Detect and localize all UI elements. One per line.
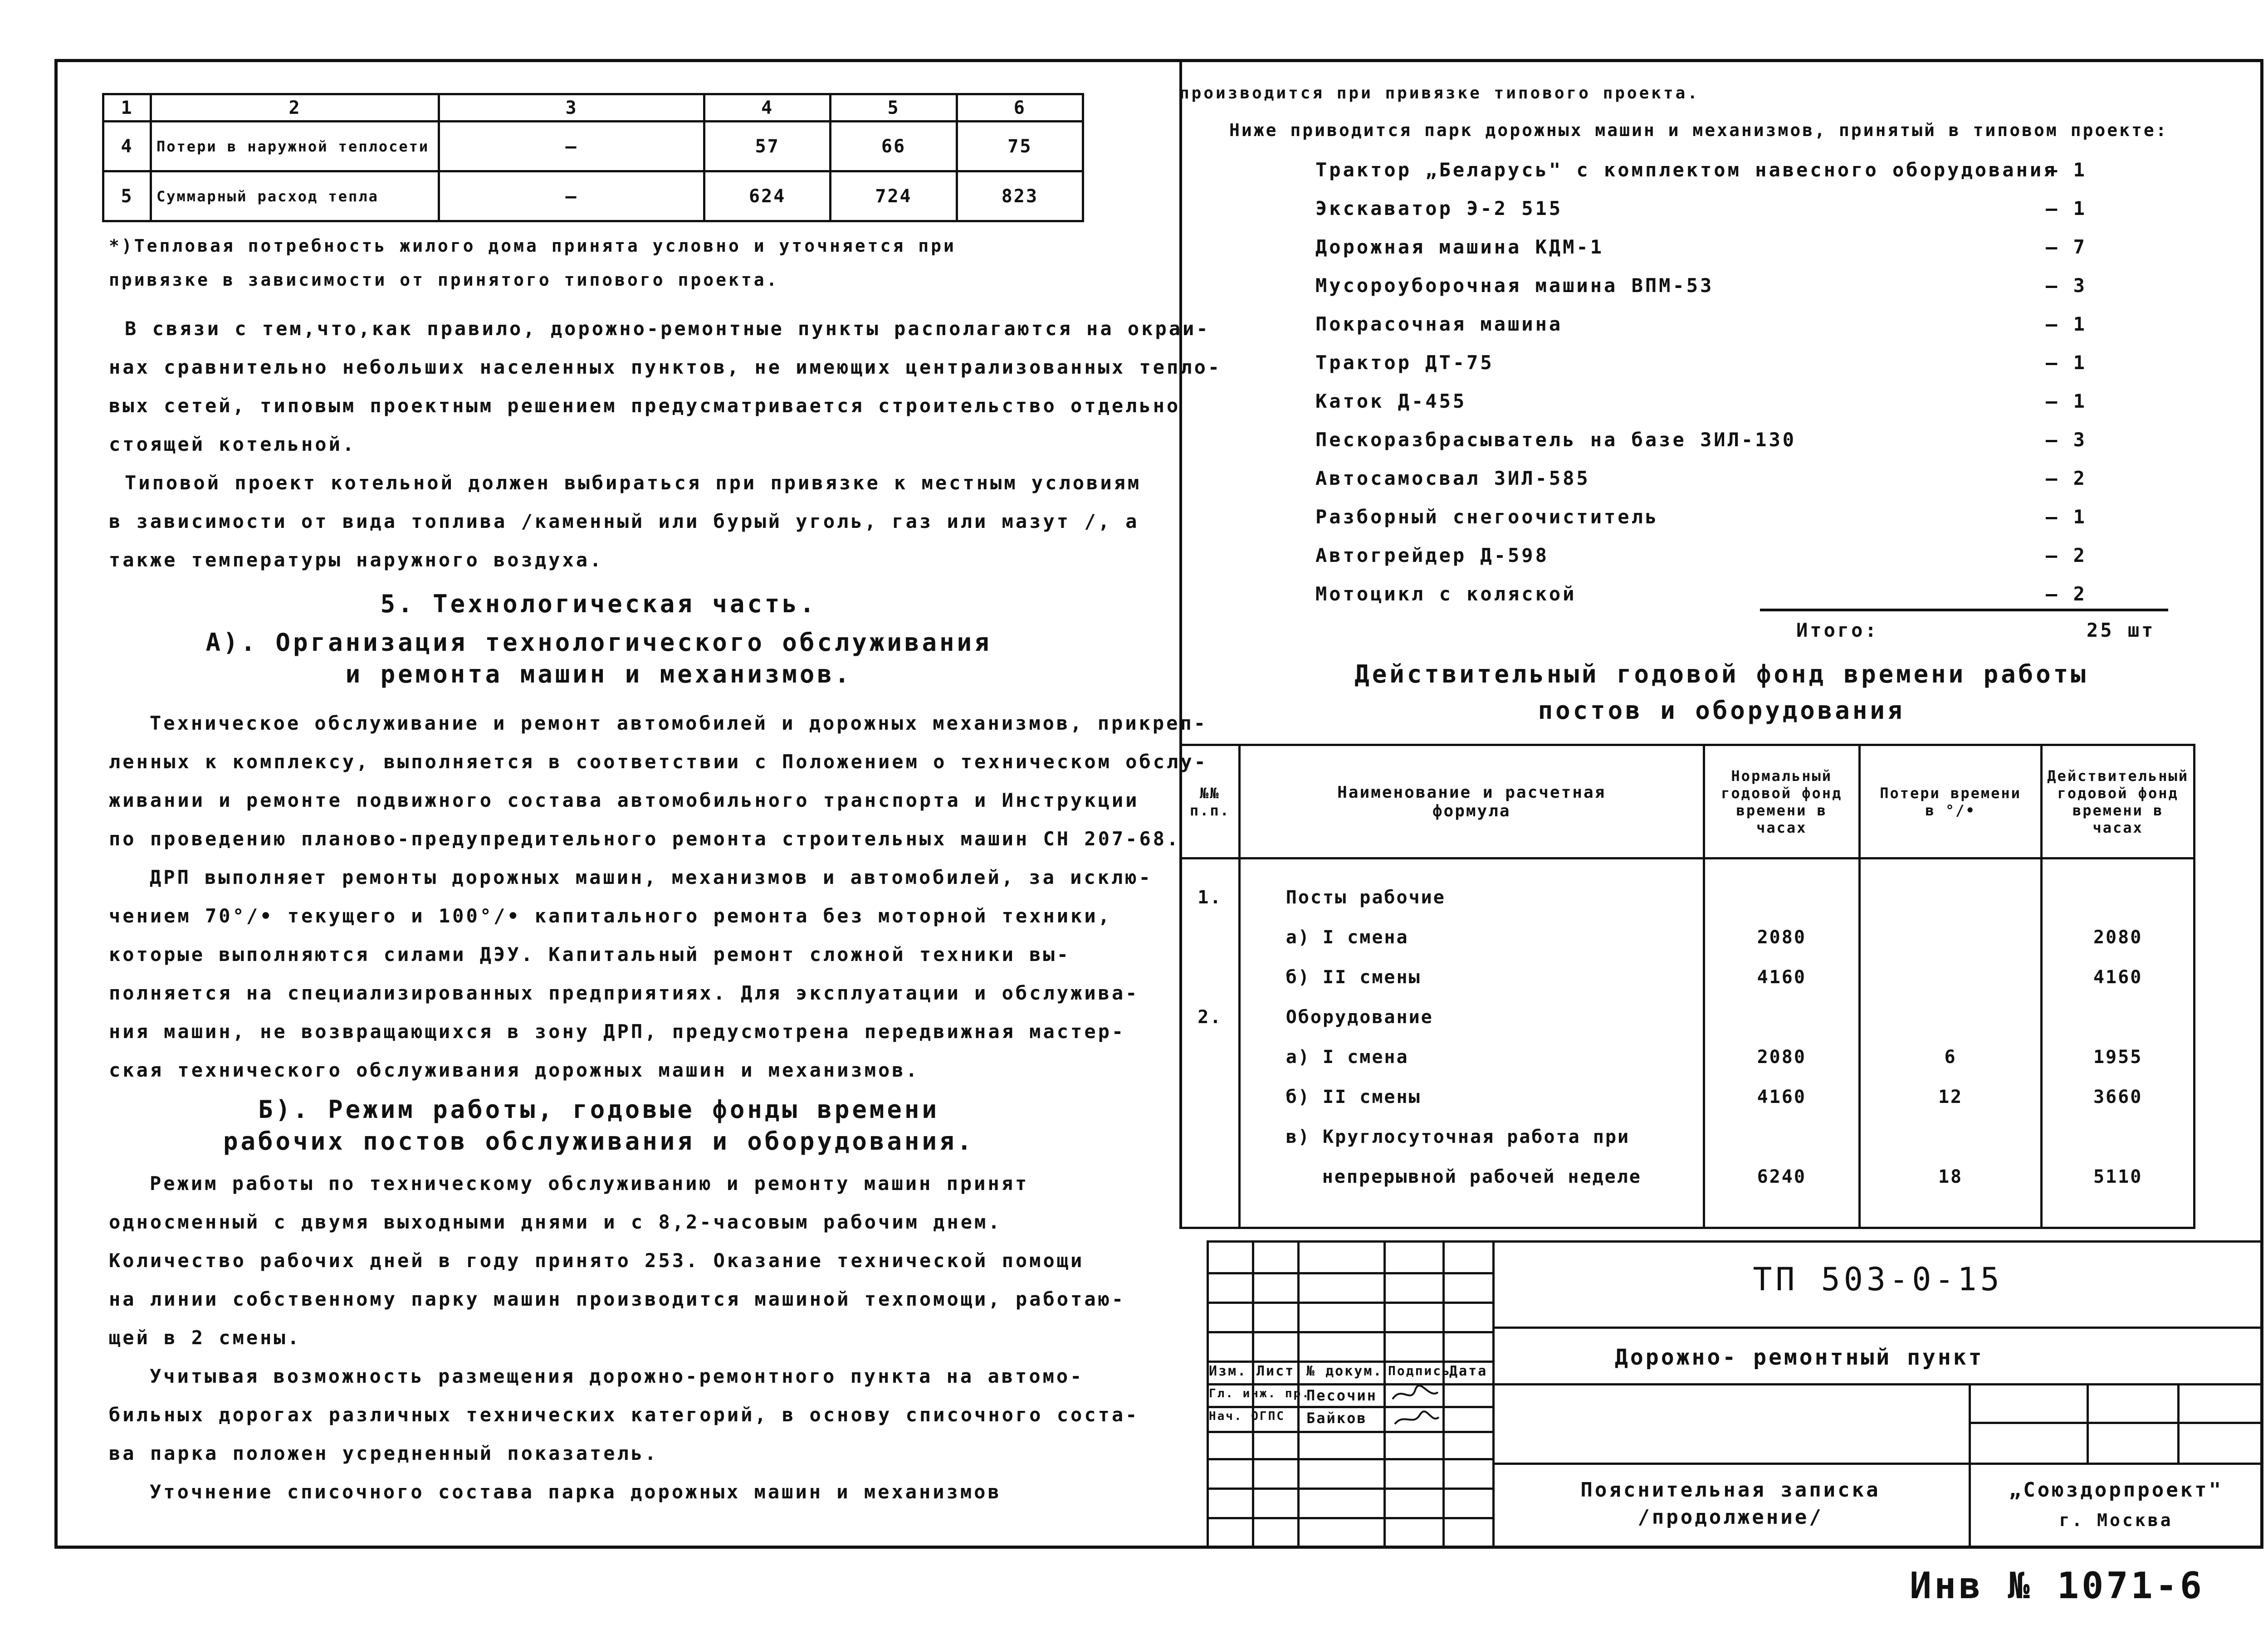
stamp-rule — [1492, 1383, 2263, 1385]
stamp-rule — [1969, 1422, 2263, 1424]
section-title: 5. Технологическая часть. — [380, 590, 817, 618]
machine-name: Мотоцикл с коляской — [1315, 583, 1577, 605]
table-cell: непрерывной рабочей неделе — [1322, 1166, 1642, 1187]
machine-qty: — 2 — [2046, 467, 2087, 489]
inventory-number: Инв № 1071-6 — [1910, 1565, 2204, 1607]
machine-qty: — 1 — [2046, 506, 2087, 528]
paragraph-line: ва парка положен усредненный показатель. — [109, 1442, 659, 1464]
machine-qty: — 3 — [2046, 429, 2087, 451]
heat-table — [102, 93, 1084, 222]
stamp-rule — [1207, 1272, 1492, 1274]
stamp-col-header: № докум. — [1306, 1363, 1383, 1379]
stamp-person: Байков — [1306, 1410, 1367, 1427]
paragraph-line: ская технического обслуживания дорожных машин и механизмов. — [109, 1059, 919, 1081]
stamp-rule — [2087, 1383, 2089, 1463]
heat-table-header: 1 — [103, 94, 151, 122]
table-cell: 724 — [831, 171, 957, 221]
paragraph-line: Режим работы по техническому обслуживанию и ремонту машин принят — [150, 1172, 1029, 1195]
paragraph-line: также температуры наружного воздуха. — [109, 549, 604, 571]
machine-qty: — 2 — [2046, 583, 2087, 605]
fund-table-header: №№ п.п. — [1181, 745, 1240, 858]
heat-table-header: 6 — [957, 94, 1083, 122]
paragraph-line: которые выполняются силами ДЭУ. Капитальный ремонт сложной техники вы- — [109, 943, 1071, 966]
paragraph-line: В связи с тем,что,как правило, дорожно-ремонтные пункты располагаются на окраи- — [125, 317, 1210, 340]
table-cell: — — [439, 122, 704, 171]
machine-name: Трактор ДТ-75 — [1315, 351, 1494, 374]
machine-name: Автогрейдер Д-598 — [1315, 544, 1549, 566]
table-cell: 66 — [831, 122, 957, 171]
table-cell: Посты рабочие — [1286, 887, 1446, 908]
stamp-rule — [1207, 1431, 1492, 1433]
stamp-rule — [1492, 1327, 2263, 1329]
stamp-rule — [1442, 1240, 1445, 1549]
footnote-line: привязке в зависимости от принятого типового проекта. — [109, 270, 779, 290]
doc-title: Пояснительная записка — [1580, 1478, 1881, 1502]
table-cell: 624 — [704, 171, 831, 221]
paragraph-line: ДРП выполняет ремонты дорожных машин, механизмов и автомобилей, за исклю- — [150, 866, 1153, 888]
table-cell: 823 — [957, 171, 1083, 221]
table-cell: 5 — [103, 171, 151, 221]
paragraph-line: Учитывая возможность размещения дорожно-ремонтного пункта на автомо- — [150, 1365, 1084, 1387]
subsection-title: и ремонта машин и механизмов. — [345, 660, 852, 688]
table-cell: — — [439, 171, 704, 221]
fund-table-header: Потери времени в °/• — [1859, 745, 2041, 858]
machine-name: Автосамосвал ЗИЛ-585 — [1315, 467, 1590, 489]
fund-table-header: Нормальный годовой фонд времени в часах — [1704, 745, 1859, 858]
table-cell: 2080 — [1757, 927, 1806, 948]
subsection-title: рабочих постов обслуживания и оборудования. — [223, 1127, 974, 1156]
table-cell: б) II смены — [1286, 1087, 1421, 1107]
stamp-rule — [1207, 1458, 1492, 1460]
paragraph-line: Типовой проект котельной должен выбираться при привязке к местным условиям — [125, 472, 1142, 494]
paragraph-line: на линии собственному парку машин производится машиной техпомощи, работаю- — [109, 1288, 1126, 1310]
machine-qty: — 1 — [2046, 197, 2087, 219]
stamp-col-header: Лист — [1256, 1363, 1295, 1379]
stamp-rule — [1207, 1302, 1492, 1304]
paragraph-line: ленных к комплексу, выполняется в соответствии с Положением о техническом обслу- — [109, 751, 1208, 773]
fund-table — [1179, 744, 2195, 1229]
total-value: 25 шт — [2087, 619, 2156, 641]
fund-table-header: Действительный годовой фонд времени в часах — [2042, 745, 2195, 858]
table-cell: Оборудование — [1286, 1007, 1433, 1028]
paragraph-line: в зависимости от вида топлива /каменный или бурый уголь, газ или мазут /, а — [109, 510, 1139, 532]
fund-table-col-name — [1239, 858, 1704, 1228]
intro-line: Ниже приводится парк дорожных машин и механизмов, принятый в типовом проекте: — [1229, 120, 2168, 140]
table-cell: 6 — [1944, 1047, 1957, 1068]
table-cell: 5110 — [2093, 1166, 2143, 1187]
table-cell: 75 — [957, 122, 1083, 171]
table-cell: 57 — [704, 122, 831, 171]
paragraph-line: стоящей котельной. — [109, 433, 357, 455]
machine-name: Пескоразбрасыватель на базе ЗИЛ-130 — [1315, 429, 1797, 451]
paragraph-line: полняется на специализированных предприятиях. Для эксплуатации и обслужива- — [109, 982, 1139, 1004]
intro-line: производится при привязке типового проекта. — [1179, 84, 1700, 102]
machine-qty: — 2 — [2046, 544, 2087, 566]
table-cell: 1955 — [2093, 1047, 2143, 1068]
table-row — [103, 171, 1083, 221]
fund-title: Действительный годовой фонд времени работы — [1354, 660, 2088, 688]
machine-name: Дорожная машина КДМ-1 — [1315, 236, 1604, 258]
stamp-rule — [1207, 1406, 1492, 1408]
paragraph-line: живании и ремонте подвижного состава автомобильного транспорта и Инструкции — [109, 789, 1139, 811]
fund-table-col-loss — [1859, 858, 2041, 1228]
fund-table-col-normal — [1704, 858, 1859, 1228]
org-city: г. Москва — [2059, 1510, 2173, 1530]
machine-qty: — 1 — [2046, 351, 2087, 374]
table-cell: 6240 — [1757, 1166, 1806, 1187]
stamp-rule — [1207, 1361, 1492, 1363]
table-cell: а) I смена — [1286, 1047, 1409, 1068]
machine-name: Каток Д-455 — [1315, 390, 1467, 412]
table-cell: 4160 — [1757, 967, 1806, 988]
machine-name: Трактор „Беларусь" с комплектом навесного оборудования — [1315, 159, 2058, 181]
table-cell: 4 — [103, 122, 151, 171]
stamp-person: Песочин — [1306, 1387, 1377, 1404]
table-cell: 4160 — [1757, 1087, 1806, 1107]
object-name: Дорожно- ремонтный пункт — [1615, 1345, 1984, 1370]
table-cell: 1. — [1198, 887, 1222, 908]
org-name: „Союздорпроект" — [2009, 1478, 2224, 1502]
total-label: Итого: — [1796, 619, 1879, 641]
stamp-rule — [2177, 1383, 2180, 1463]
paragraph-line: односменный с двумя выходными днями и с 8,2-часовым рабочим днем. — [109, 1211, 1002, 1233]
paragraph-line: Количество рабочих дней в году принято 253. Оказание технической помощи — [109, 1249, 1085, 1272]
machine-qty: — 1 — [2046, 159, 2087, 181]
paragraph-line: нах сравнительно небольших населенных пунктов, не имеющих централизованных тепло- — [109, 356, 1222, 378]
table-row — [103, 122, 1083, 171]
footnote-line: *)Тепловая потребность жилого дома принята условно и уточняется при — [109, 236, 956, 256]
stamp-rule — [1207, 1240, 2263, 1243]
stamp-col-header: Изм. — [1209, 1363, 1247, 1379]
table-cell: б) II смены — [1286, 967, 1421, 988]
paragraph-line: ния машин, не возвращающихся в зону ДРП, предусмотрена передвижная мастер- — [109, 1020, 1126, 1043]
table-cell: в) Круглосуточная работа при — [1286, 1127, 1630, 1147]
machine-name: Экскаватор Э-2 515 — [1315, 197, 1563, 219]
table-cell: 4160 — [2093, 967, 2143, 988]
table-cell: 2080 — [2093, 927, 2143, 948]
fund-title: постов и оборудования — [1538, 696, 1905, 725]
paragraph-line: вых сетей, типовым проектным решением предусматривается строительство отдельно — [109, 395, 1181, 417]
heat-table-header: 2 — [151, 94, 439, 122]
paragraph-line: бильных дорогах различных технических категорий, в основу списочного соста- — [109, 1404, 1139, 1426]
subsection-title: А). Организация технологического обслуживания — [205, 628, 992, 657]
machine-qty: — 1 — [2046, 313, 2087, 335]
machine-qty: — 7 — [2046, 236, 2087, 258]
fund-table-col-num — [1181, 858, 1240, 1228]
fund-table-header: Наименование и расчетная формула — [1239, 745, 1704, 858]
table-cell: 3660 — [2093, 1087, 2143, 1107]
heat-table-header: 4 — [704, 94, 831, 122]
table-cell: 2080 — [1757, 1047, 1806, 1068]
table-cell: Потери в наружной теплосети — [151, 122, 439, 171]
paragraph-line: по проведению планово-предупредительного ремонта строительных машин СН 207-68. — [109, 828, 1181, 850]
machine-name: Разборный снегоочиститель — [1315, 506, 1659, 528]
table-cell: 18 — [1938, 1166, 1963, 1187]
paragraph-line: щей в 2 смены. — [109, 1327, 302, 1349]
signature-image — [1388, 1381, 1442, 1431]
table-cell: 12 — [1938, 1087, 1963, 1107]
heat-table-header: 3 — [439, 94, 704, 122]
machine-qty: — 1 — [2046, 390, 2087, 412]
table-cell: 2. — [1198, 1007, 1222, 1028]
subsection-title: Б). Режим работы, годовые фонды времени — [258, 1095, 939, 1124]
stamp-rule — [1383, 1240, 1386, 1549]
stamp-rule — [1207, 1517, 1492, 1519]
paragraph-line: Уточнение списочного состава парка дорожных машин и механизмов — [150, 1481, 1002, 1503]
doc-code: ТП 503-0-15 — [1753, 1261, 2003, 1298]
stamp-rule — [1492, 1463, 2263, 1465]
total-rule — [1760, 609, 2168, 611]
stamp-col-header: Подпись — [1388, 1363, 1452, 1378]
stamp-role: Гл. инж. пр. — [1209, 1387, 1310, 1400]
paragraph-line: чением 70°/• текущего и 100°/• капитального ремонта без моторной техники, — [109, 905, 1112, 927]
fund-table-col-actual — [2042, 858, 2195, 1228]
stamp-role: Нач. ОГПС — [1209, 1410, 1285, 1423]
machine-name: Мусороуборочная машина ВПМ-53 — [1315, 274, 1714, 297]
table-cell: а) I смена — [1286, 927, 1409, 948]
stamp-rule — [1207, 1383, 1492, 1385]
stamp-rule — [1207, 1331, 1492, 1333]
machine-qty: — 3 — [2046, 274, 2087, 297]
doc-title: /продолжение/ — [1637, 1506, 1823, 1529]
paragraph-line: Техническое обслуживание и ремонт автомобилей и дорожных механизмов, прикреп- — [150, 712, 1208, 734]
stamp-rule — [1207, 1488, 1492, 1490]
machine-name: Покрасочная машина — [1315, 313, 1563, 335]
table-cell: Суммарный расход тепла — [151, 171, 439, 221]
stamp-col-header: Дата — [1449, 1363, 1488, 1379]
heat-table-header: 5 — [831, 94, 957, 122]
